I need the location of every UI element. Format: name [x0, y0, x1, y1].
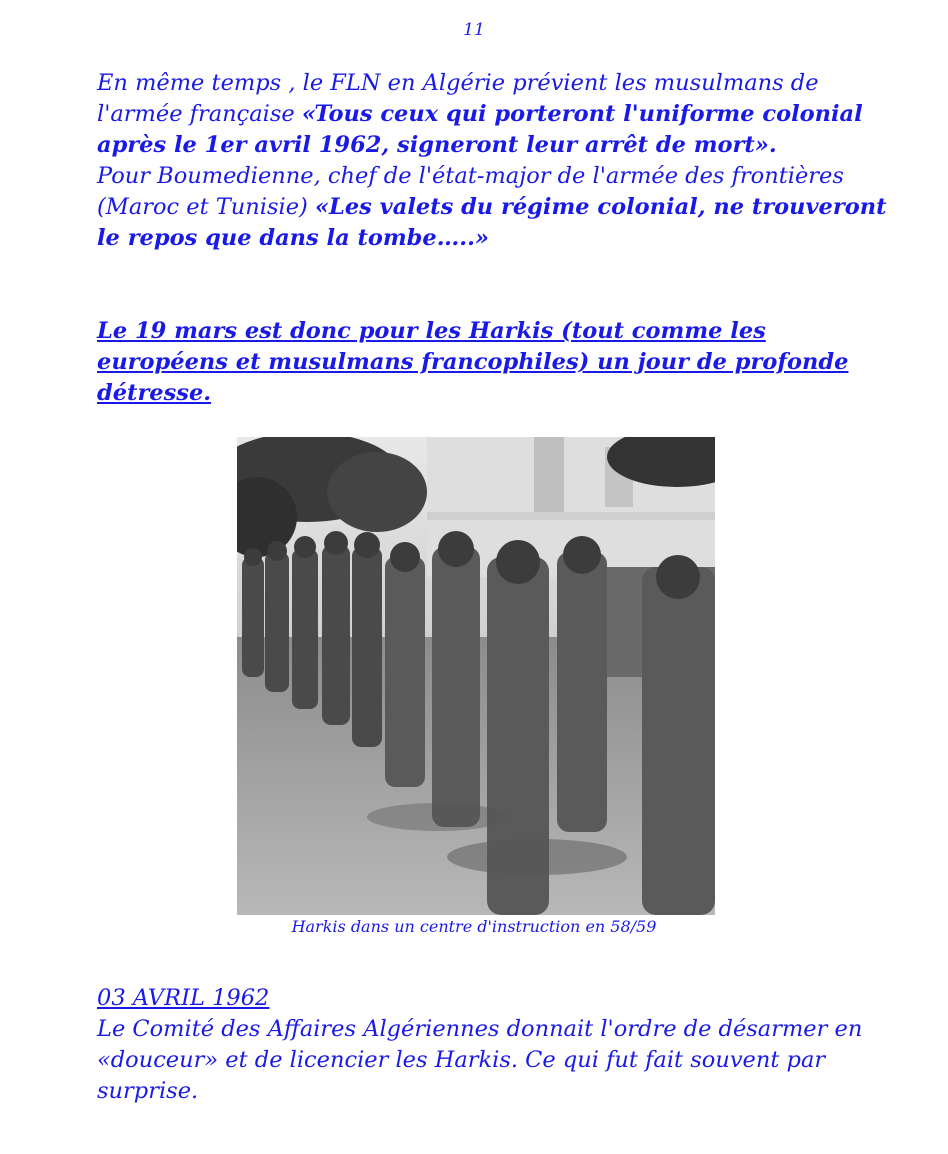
page-number: 11: [463, 20, 485, 40]
boumedienne-quote: «Les valets du régime colonial, ne trouveront le repos que dans la tombe…..»: [97, 194, 887, 251]
section-date: 03 AVRIL 1962: [97, 985, 270, 1011]
fln-intro-text: En même temps , le FLN en Algérie prévient les musulmans de l'armée française: [97, 70, 819, 127]
harkis-photo: [237, 437, 715, 915]
boumedienne-text: Pour Boumedienne, chef de l'état-major de l'armée des frontières (Maroc et Tunisie): [97, 163, 844, 220]
paragraph-19-mars: Le 19 mars est donc pour les Harkis (tout comme les européens et musulmans francophiles) un jour de profonde détresse.: [97, 318, 849, 406]
paragraph-fln-warning: [97, 68, 887, 254]
harkis-photo-image: [237, 437, 715, 915]
avril-text: Le Comité des Affaires Algériennes donnait l'ordre de désarmer en «douceur» et de licencier les Harkis. Ce qui fut fait souvent par surprise.: [97, 1016, 863, 1104]
fln-quote: «Tous ceux qui porteront l'uniforme colonial après le 1er avril 1962, signeront leur arrêt de mort».: [97, 101, 863, 158]
photo-caption: Harkis dans un centre d'instruction en 58/59: [291, 917, 657, 936]
paragraph-avril-1962: [97, 983, 887, 1107]
